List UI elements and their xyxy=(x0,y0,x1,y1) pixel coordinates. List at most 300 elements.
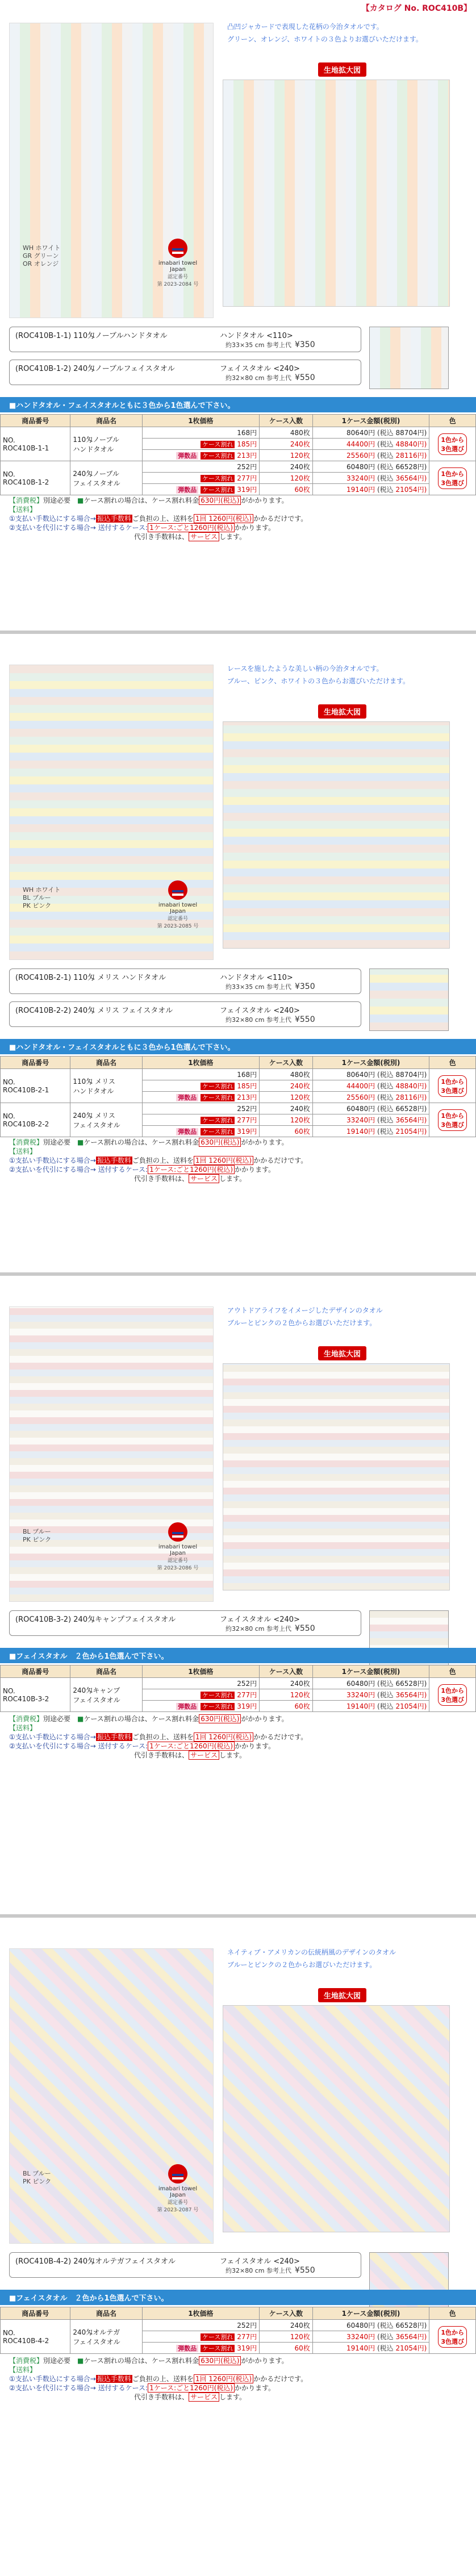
case-total xyxy=(312,439,429,450)
tax-label: (税込 xyxy=(377,486,396,494)
color-choice-text: 1色から 3色選び xyxy=(438,1075,467,1097)
shipping-option-2-tail: かかります。 xyxy=(235,1166,275,1174)
price-table-header: 商品名 xyxy=(70,2307,142,2320)
product-item-type: ハンドタオル <110> xyxy=(220,332,293,340)
shipping-option-1-tail: かかるだけです。 xyxy=(253,1733,308,1741)
cod-fee-lead: 代引き手数料は、 xyxy=(134,1751,189,1759)
tax-label: (税込 xyxy=(377,474,396,482)
unit-price-value: 277円 xyxy=(237,2333,257,2341)
case-split-tag: ケース割れ xyxy=(201,2333,235,2341)
case-total xyxy=(312,1080,429,1092)
case-shipping-text: ケース割れの場合は、ケース割れ料金 xyxy=(83,1715,199,1723)
consumption-tax-label: 【消費税】 xyxy=(9,496,44,504)
case-split-tag: ケース割れ xyxy=(201,486,235,494)
case-shipping-fee: 630円(税込) xyxy=(199,1714,241,1723)
description-line: ブルーとピンクの２色からお選びいただけます。 xyxy=(227,1961,377,1969)
tax-label: (税込 xyxy=(377,1702,396,1710)
unit-price xyxy=(142,461,260,473)
shipping-option-2 xyxy=(9,1165,469,1174)
unit-price-value: 319円 xyxy=(237,1128,257,1135)
case-split-tag: ケース割れ xyxy=(201,1083,235,1090)
price-table-header-row xyxy=(1,415,476,427)
shipping-option-1-tail: かかるだけです。 xyxy=(253,1157,308,1164)
description-line: ネイティブ・アメリカンの伝統柄風のデザインのタオル xyxy=(227,1948,396,1956)
shipping-option-1 xyxy=(9,1732,469,1742)
case-total xyxy=(312,473,429,484)
price-table-header: 1枚価格 xyxy=(142,2307,260,2320)
color-legend-item: PK ピンク xyxy=(23,1536,52,1543)
case-shipping-fee: 630円(税込) xyxy=(199,1138,241,1147)
price-table xyxy=(0,1665,476,1712)
brand-name: imabari towel xyxy=(158,2186,198,2192)
price-table-header: ケース入数 xyxy=(260,1057,313,1069)
case-total-value: 33240円 xyxy=(346,474,377,482)
certification-number: 認定番号 第 2023-2086 号 xyxy=(157,1558,199,1571)
unit-price xyxy=(142,1689,260,1701)
color-legend-item: BL ブルー xyxy=(23,1528,51,1535)
brand-name: imabari towel xyxy=(158,260,198,266)
shipping-option-2-fee: 1ケース:ごと1260円(税込) xyxy=(148,2383,235,2393)
price-table-head xyxy=(1,1057,476,1069)
price-table-header: 色 xyxy=(429,415,476,427)
product-name: 240匁 メリス フェイスタオル xyxy=(70,1103,142,1137)
price-table-body xyxy=(1,1678,476,1712)
color-choice-text: 1色から 3色選び xyxy=(438,2326,467,2348)
unit-price xyxy=(142,1114,260,1126)
tax-label: (税込 xyxy=(377,2333,396,2341)
product-item-price-label: 参考上代 xyxy=(266,1016,291,1024)
color-selection-bar: ■ハンドタオル・フェイスタオルともに３色から1色選んで下さい。 xyxy=(0,397,476,412)
product-section xyxy=(0,0,476,625)
cod-fee-lead: 代引き手数料は、 xyxy=(134,2393,189,2401)
consumption-tax-note xyxy=(9,496,469,505)
unit-price-value: 213円 xyxy=(237,1093,257,1101)
shipping-option-2 xyxy=(9,1742,469,1751)
case-quantity: 480枚 xyxy=(260,427,313,439)
imabari-brand-logo xyxy=(152,239,203,287)
case-total xyxy=(312,484,429,495)
unit-price-value: 252円 xyxy=(237,2322,257,2329)
shipping-notes xyxy=(9,2356,469,2402)
price-table-body xyxy=(1,427,476,495)
case-total-value: 60480円 xyxy=(346,463,377,471)
shipping-option-2-tail: かかります。 xyxy=(235,1742,275,1750)
case-total xyxy=(312,1701,429,1712)
taxed-total: 36564円) xyxy=(395,2333,427,2341)
case-shipping-tail: がかかります。 xyxy=(241,1715,289,1723)
case-total xyxy=(312,450,429,461)
taxed-total: 21054円) xyxy=(395,1702,427,1710)
case-total-value: 33240円 xyxy=(346,2333,377,2341)
shipping-option-1-mid: ご負担の上、送料を xyxy=(132,1733,194,1741)
case-quantity: 240枚 xyxy=(260,461,313,473)
price-table-header: 商品名 xyxy=(70,415,142,427)
product-item-price-label: 参考上代 xyxy=(266,983,291,991)
description-line: 凸凹ジャカードで表現した花柄の今治タオルです。 xyxy=(227,23,383,31)
taxed-total: 36564円) xyxy=(395,1116,427,1124)
price-table-header: ケース入数 xyxy=(260,415,313,427)
price-table xyxy=(0,2307,476,2354)
case-split-bullet: ■ xyxy=(77,496,84,504)
taxed-total: 21054円) xyxy=(395,1128,427,1135)
case-quantity: 240枚 xyxy=(260,1080,313,1092)
price-table-row xyxy=(1,1069,476,1080)
description-line: レースを施したような美しい柄の今治タオルです。 xyxy=(227,665,383,673)
tax-label: (税込 xyxy=(377,1082,396,1090)
unit-price xyxy=(142,2343,260,2354)
product-item-type: フェイスタオル <240> xyxy=(220,2257,300,2266)
imabari-logo-icon xyxy=(168,1522,187,1542)
taxed-total: 48840円) xyxy=(395,440,427,448)
product-description xyxy=(227,1946,466,1971)
certification-number: 認定番号 第 2023-2087 号 xyxy=(157,2200,199,2213)
taxed-total: 88704円) xyxy=(395,429,427,437)
unit-price-value: 319円 xyxy=(237,1702,257,1710)
shipping-option-1 xyxy=(9,514,469,523)
unit-price-value: 213円 xyxy=(237,452,257,460)
bulk-badge: 弾数品 xyxy=(176,1703,198,1710)
price-table-body xyxy=(1,2320,476,2354)
color-legend-item: WH ホワイト xyxy=(23,886,61,894)
unit-price-value: 252円 xyxy=(237,1105,257,1113)
fabric-zoom-label: 生地拡大図 xyxy=(318,1346,366,1360)
case-shipping-fee: 630円(税込) xyxy=(199,2356,241,2365)
taxed-total: 36564円) xyxy=(395,474,427,482)
description-line: グリーン、オレンジ、ホワイトの３色よりお選びいただけます。 xyxy=(227,35,423,43)
cod-fee-tail: します。 xyxy=(219,1175,247,1183)
case-quantity: 120枚 xyxy=(260,1092,313,1103)
product-item-name: (ROC410B-4-2) 240匁オルテガフェイスタオル xyxy=(15,2257,176,2266)
shipping-option-1-mid: ご負担の上、送料を xyxy=(132,515,194,523)
color-legend-item: BL ブルー xyxy=(23,894,51,901)
unit-price xyxy=(142,1069,260,1080)
section-divider xyxy=(0,1272,476,1276)
shipping-option-2 xyxy=(9,523,469,532)
case-total-value: 19140円 xyxy=(346,1702,377,1710)
case-total-value: 60480円 xyxy=(346,2322,377,2329)
shipping-notes xyxy=(9,1138,469,1183)
unit-price xyxy=(142,1701,260,1712)
case-quantity: 60枚 xyxy=(260,484,313,495)
case-total-value: 19140円 xyxy=(346,486,377,494)
unit-price xyxy=(142,1678,260,1689)
tax-label: (税込 xyxy=(377,1116,396,1124)
price-table-header: 色 xyxy=(429,2307,476,2320)
shipping-option-1-lead: ①支払い手数込にする場合→ xyxy=(9,2375,96,2383)
imabari-logo-icon xyxy=(168,2164,187,2183)
taxed-total: 21054円) xyxy=(395,2344,427,2352)
product-code: NO. ROC410B-2-1 xyxy=(1,1069,70,1103)
case-split-tag: ケース割れ xyxy=(201,1128,235,1135)
catalog-number: 【カタログ No. ROC410B】 xyxy=(361,4,471,13)
product-item-price-label: 参考上代 xyxy=(266,2267,291,2274)
tax-label: (税込 xyxy=(377,2344,396,2352)
shipping-label: 【送料】 xyxy=(9,1724,37,1732)
unit-price xyxy=(142,450,260,461)
product-description xyxy=(227,1304,466,1329)
brand-country: Japan xyxy=(170,266,186,273)
product-section xyxy=(0,1284,476,1909)
shipping-option-2-lead: ②支払いを代引にする場合→ 送付するケース: xyxy=(9,2384,148,2392)
unit-price-value: 319円 xyxy=(237,486,257,494)
shipping-notes xyxy=(9,1714,469,1760)
cod-fee-tail: します。 xyxy=(219,1751,247,1759)
price-table-row xyxy=(1,1678,476,1689)
color-legend-item: BL ブルー xyxy=(23,2170,51,2177)
shipping-notes xyxy=(9,496,469,541)
product-item-line xyxy=(9,968,361,994)
product-code: NO. ROC410B-4-2 xyxy=(1,2320,70,2354)
product-item-price: ¥350 xyxy=(294,340,315,349)
product-item-price-label: 参考上代 xyxy=(266,341,291,349)
unit-price xyxy=(142,2320,260,2331)
case-total xyxy=(312,427,429,439)
product-item-name: (ROC410B-1-1) 110匁ノーブルハンドタオル xyxy=(15,332,168,340)
description-line: アウトドアライフをイメージしたデザインのタオル xyxy=(227,1306,383,1314)
product-item-line xyxy=(9,327,361,352)
color-choice xyxy=(429,1678,476,1712)
tax-label: (税込 xyxy=(377,1071,396,1079)
price-table-header: ケース入数 xyxy=(260,2307,313,2320)
case-total xyxy=(312,1092,429,1103)
price-table-head xyxy=(1,415,476,427)
product-item-size: 約33×35 cm xyxy=(226,983,266,991)
shipping-option-2 xyxy=(9,2383,469,2393)
shipping-label: 【送料】 xyxy=(9,1147,37,1155)
taxed-total: 48840円) xyxy=(395,1082,427,1090)
case-split-tag: ケース割れ xyxy=(201,1094,235,1101)
product-item-name: (ROC410B-2-1) 110匁 メリス ハンドタオル xyxy=(15,974,166,982)
case-quantity: 120枚 xyxy=(260,473,313,484)
color-legend-item: GR グリーン xyxy=(23,252,59,260)
price-table-header: 商品名 xyxy=(70,1665,142,1678)
price-table-head xyxy=(1,1665,476,1678)
fabric-zoom-photo xyxy=(223,80,450,307)
case-total xyxy=(312,1678,429,1689)
fabric-thumbnail xyxy=(369,327,449,389)
brand-country: Japan xyxy=(170,1550,186,1556)
consumption-tax-note xyxy=(9,1714,469,1723)
product-name: 110匁ノーブル ハンドタオル xyxy=(70,427,142,461)
product-item-price: ¥350 xyxy=(294,982,315,991)
color-legend xyxy=(23,886,60,910)
unit-price xyxy=(142,439,260,450)
price-table-row xyxy=(1,1103,476,1114)
shipping-option-2-lead: ②支払いを代引にする場合→ 送付するケース: xyxy=(9,1166,148,1174)
product-item-line xyxy=(9,1001,361,1027)
transfer-fee-badge: 振込手数料 xyxy=(97,2375,131,2383)
price-table-row xyxy=(1,461,476,473)
brand-name: imabari towel xyxy=(158,902,198,908)
price-table-header: 1枚価格 xyxy=(142,1057,260,1069)
color-choice-text: 1色から 3色選び xyxy=(438,467,467,489)
unit-price xyxy=(142,427,260,439)
shipping-option-1-fee: 1回 1260円(税込) xyxy=(194,514,253,523)
cod-fee-note xyxy=(9,1751,469,1760)
case-total-value: 60480円 xyxy=(346,1105,377,1113)
product-item-spec xyxy=(15,373,355,382)
shipping-option-1-lead: ①支払い手数込にする場合→ xyxy=(9,1733,96,1741)
tax-label: (税込 xyxy=(377,440,396,448)
color-choice xyxy=(429,427,476,461)
taxed-total: 66528円) xyxy=(395,2322,427,2329)
shipping-option-2-fee: 1ケース:ごと1260円(税込) xyxy=(148,1165,235,1174)
shipping-option-2-fee: 1ケース:ごと1260円(税込) xyxy=(148,1742,235,1751)
fabric-zoom-photo xyxy=(223,1363,450,1590)
case-quantity: 120枚 xyxy=(260,1689,313,1701)
taxed-total: 36564円) xyxy=(395,1691,427,1699)
case-quantity: 240枚 xyxy=(260,2320,313,2331)
consumption-tax-note xyxy=(9,2356,469,2365)
taxed-total: 66528円) xyxy=(395,1680,427,1688)
product-code: NO. ROC410B-1-1 xyxy=(1,427,70,461)
product-item-price: ¥550 xyxy=(294,1624,315,1633)
case-total-value: 19140円 xyxy=(346,2344,377,2352)
imabari-logo-icon xyxy=(168,880,187,900)
shipping-option-1-mid: ご負担の上、送料を xyxy=(132,2375,194,2383)
case-shipping-text: ケース割れの場合は、ケース割れ料金 xyxy=(83,496,199,504)
product-item-size: 約32×80 cm xyxy=(226,374,266,382)
product-item-size: 約32×80 cm xyxy=(226,1625,266,1633)
price-table-head xyxy=(1,2307,476,2320)
case-quantity: 60枚 xyxy=(260,2343,313,2354)
price-table-header: 色 xyxy=(429,1057,476,1069)
product-item-price: ¥550 xyxy=(294,1015,315,1024)
case-total-value: 80640円 xyxy=(346,429,377,437)
color-legend-item: PK ピンク xyxy=(23,902,52,909)
color-selection-bar: ■ハンドタオル・フェイスタオルともに３色から1色選んで下さい。 xyxy=(0,1039,476,1054)
product-item-spec xyxy=(15,982,355,991)
shipping-option-1-tail: かかるだけです。 xyxy=(253,515,308,523)
unit-price-value: 185円 xyxy=(237,1082,257,1090)
unit-price xyxy=(142,473,260,484)
unit-price-value: 252円 xyxy=(237,1680,257,1688)
cod-fee-note xyxy=(9,532,469,541)
price-table-header-row xyxy=(1,1057,476,1069)
cod-fee-service: サービス xyxy=(189,1751,219,1760)
unit-price xyxy=(142,484,260,495)
cod-fee-service: サービス xyxy=(189,1174,219,1183)
product-item-type: ハンドタオル <110> xyxy=(220,974,293,982)
case-split-bullet: ■ xyxy=(77,1715,84,1723)
cod-fee-tail: します。 xyxy=(219,533,247,541)
product-code: NO. ROC410B-3-2 xyxy=(1,1678,70,1712)
fabric-zoom-label: 生地拡大図 xyxy=(318,1988,366,2002)
brand-name: imabari towel xyxy=(158,1544,198,1550)
unit-price-value: 277円 xyxy=(237,1691,257,1699)
transfer-fee-badge: 振込手数料 xyxy=(97,1733,131,1741)
case-shipping-fee: 630円(税込) xyxy=(199,496,241,505)
bulk-badge: 弾数品 xyxy=(176,1128,198,1135)
bulk-badge: 弾数品 xyxy=(176,452,198,460)
product-item-line xyxy=(9,1610,361,1636)
case-shipping-tail: がかかります。 xyxy=(241,1138,289,1146)
product-description xyxy=(227,20,466,45)
consumption-tax-text: 別途必要 xyxy=(43,2357,78,2365)
taxed-total: 28116円) xyxy=(395,452,427,460)
consumption-tax-text: 別途必要 xyxy=(43,496,78,504)
unit-price xyxy=(142,1103,260,1114)
shipping-option-1-lead: ①支払い手数込にする場合→ xyxy=(9,1157,96,1164)
color-legend-item: WH ホワイト xyxy=(23,244,61,252)
bulk-badge: 弾数品 xyxy=(176,1094,198,1101)
unit-price xyxy=(142,1080,260,1092)
color-legend-item: PK ピンク xyxy=(23,2178,52,2185)
cod-fee-lead: 代引き手数料は、 xyxy=(134,533,189,541)
tax-label: (税込 xyxy=(377,1680,396,1688)
fabric-zoom-photo xyxy=(223,721,450,949)
product-name: 240匁ノーブル フェイスタオル xyxy=(70,461,142,495)
shipping-option-2-lead: ②支払いを代引にする場合→ 送付するケース: xyxy=(9,524,148,532)
product-item-type: フェイスタオル <240> xyxy=(220,365,300,373)
shipping-option-2-fee: 1ケース:ごと1260円(税込) xyxy=(148,523,235,532)
shipping-label: 【送料】 xyxy=(9,506,37,513)
case-split-bullet: ■ xyxy=(77,2357,84,2365)
case-split-tag: ケース割れ xyxy=(201,441,235,448)
consumption-tax-label: 【消費税】 xyxy=(9,1715,44,1723)
product-section xyxy=(0,1926,476,2576)
tax-label: (税込 xyxy=(377,1691,396,1699)
case-split-tag: ケース割れ xyxy=(201,1692,235,1699)
case-quantity: 240枚 xyxy=(260,1103,313,1114)
case-total xyxy=(312,1126,429,1137)
price-table-header: 1ケース金額(税別) xyxy=(312,415,429,427)
consumption-tax-label: 【消費税】 xyxy=(9,1138,44,1146)
case-total xyxy=(312,2320,429,2331)
shipping-option-1 xyxy=(9,2374,469,2383)
fabric-zoom-label: 生地拡大図 xyxy=(318,62,366,77)
product-description xyxy=(227,662,466,687)
unit-price xyxy=(142,1092,260,1103)
price-table xyxy=(0,1056,476,1137)
product-code: NO. ROC410B-2-2 xyxy=(1,1103,70,1137)
fabric-thumbnail xyxy=(369,1610,449,1673)
imabari-logo-icon xyxy=(168,239,187,258)
cod-fee-lead: 代引き手数料は、 xyxy=(134,1175,189,1183)
shipping-option-1-fee: 1回 1260円(税込) xyxy=(194,1732,253,1742)
unit-price-value: 252円 xyxy=(237,463,257,471)
case-total-value: 19140円 xyxy=(346,1128,377,1135)
unit-price-value: 185円 xyxy=(237,440,257,448)
product-name: 240匁オルテガ フェイスタオル xyxy=(70,2320,142,2354)
case-total-value: 44400円 xyxy=(346,440,377,448)
tax-label: (税込 xyxy=(377,1128,396,1135)
taxed-total: 66528円) xyxy=(395,463,427,471)
color-choice xyxy=(429,1069,476,1103)
color-choice xyxy=(429,461,476,495)
fabric-thumbnail xyxy=(369,968,449,1031)
case-total xyxy=(312,461,429,473)
product-item-size: 約33×35 cm xyxy=(226,341,266,349)
price-table-header: 1枚価格 xyxy=(142,415,260,427)
certification-number: 認定番号 第 2023-2085 号 xyxy=(157,916,199,929)
color-choice-text: 1色から 3色選び xyxy=(438,1109,467,1131)
shipping-option-1 xyxy=(9,1156,469,1165)
color-legend xyxy=(23,1528,51,1544)
imabari-brand-logo xyxy=(152,1522,203,1571)
cod-fee-service: サービス xyxy=(189,532,219,541)
case-shipping-text: ケース割れの場合は、ケース割れ料金 xyxy=(83,1138,199,1146)
price-table-header-row xyxy=(1,1665,476,1678)
case-quantity: 480枚 xyxy=(260,1069,313,1080)
unit-price-value: 277円 xyxy=(237,1116,257,1124)
product-name: 110匁 メリス ハンドタオル xyxy=(70,1069,142,1103)
case-total xyxy=(312,1069,429,1080)
shipping-option-1-fee: 1回 1260円(税込) xyxy=(194,1156,253,1165)
section-divider xyxy=(0,631,476,634)
product-name: 240匁キャンプ フェイスタオル xyxy=(70,1678,142,1712)
consumption-tax-text: 別途必要 xyxy=(43,1138,78,1146)
